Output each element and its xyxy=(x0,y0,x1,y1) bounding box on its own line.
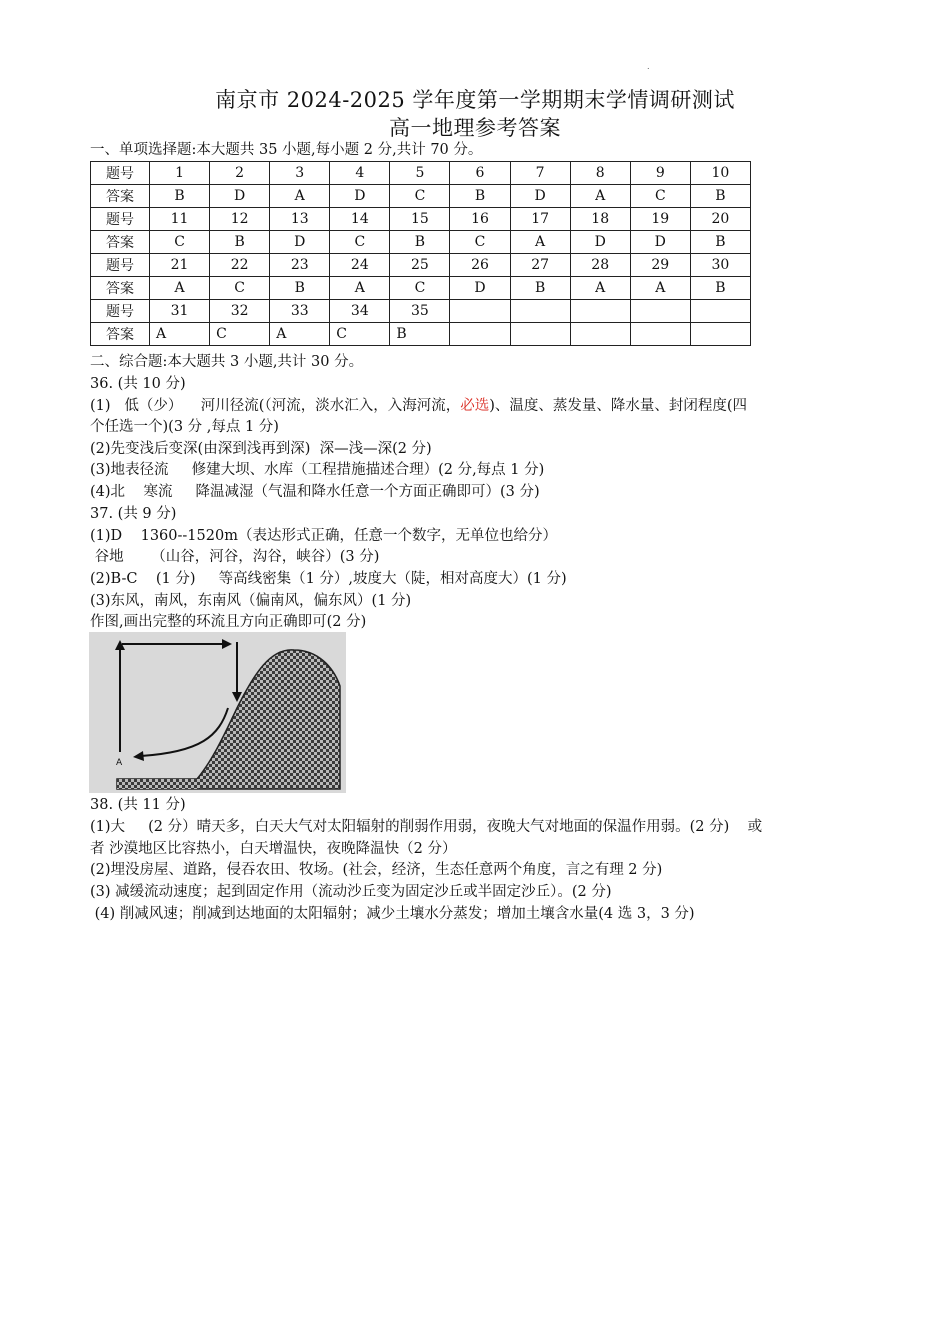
answer-cell: A xyxy=(510,231,570,254)
question-number-cell: 35 xyxy=(390,300,450,323)
section2-heading: 二、综合题:本大题共 3 小题,共计 30 分。 xyxy=(90,354,364,370)
answer-cell: A xyxy=(570,277,630,300)
question-number-cell: 2 xyxy=(210,162,270,185)
q37-part2: (2)B-C (1 分) 等高线密集（1 分）,坡度大（陡，相对高度大）(1 分) xyxy=(90,571,567,587)
q37-part3: (3)东风，南风，东南风（偏南风，偏东风）(1 分) xyxy=(90,593,412,609)
q36-part1-cont: 个任选一个)(3 分 ,每点 1 分) xyxy=(90,419,279,435)
question-number-cell: 4 xyxy=(330,162,390,185)
answer-cell: C xyxy=(390,185,450,208)
question-number-cell: 27 xyxy=(510,254,570,277)
question-number-cell: 6 xyxy=(450,162,510,185)
answer-cell: D xyxy=(510,185,570,208)
question-number-cell: 32 xyxy=(210,300,270,323)
answer-cell: B xyxy=(510,277,570,300)
answer-cell: D xyxy=(630,231,690,254)
answer-cell: C xyxy=(390,277,450,300)
answer-row-label: 答案 xyxy=(91,185,150,208)
answer-cell: D xyxy=(210,185,270,208)
answer-cell xyxy=(690,323,750,346)
answer-cell: A xyxy=(270,185,330,208)
question-number-cell: 20 xyxy=(690,208,750,231)
answer-row xyxy=(91,323,751,346)
question-number-cell: 21 xyxy=(150,254,210,277)
answer-cell: B xyxy=(390,323,450,346)
question-number-cell: 30 xyxy=(690,254,750,277)
question-number-cell: 26 xyxy=(450,254,510,277)
answer-cell: B xyxy=(690,185,750,208)
question-row xyxy=(91,254,751,277)
answer-cell: A xyxy=(150,277,210,300)
q37-part1: (1)D 1360--1520m（表达形式正确，任意一个数字，无单位也给分） xyxy=(90,528,557,544)
answer-row xyxy=(91,231,751,254)
question-row-label: 题号 xyxy=(91,254,150,277)
answer-cell: D xyxy=(570,231,630,254)
document-subtitle: 高一地理参考答案 xyxy=(389,116,561,140)
question-number-cell xyxy=(450,300,510,323)
question-number-cell: 13 xyxy=(270,208,330,231)
answer-cell: A xyxy=(630,277,690,300)
answer-cell: C xyxy=(210,323,270,346)
question-number-cell: 1 xyxy=(150,162,210,185)
answer-cell xyxy=(510,323,570,346)
answer-cell: A xyxy=(570,185,630,208)
question-number-cell: 31 xyxy=(150,300,210,323)
question-number-cell: 19 xyxy=(630,208,690,231)
answer-cell: B xyxy=(390,231,450,254)
answer-row xyxy=(91,185,751,208)
q36-part1-text-b: )、温度、蒸发量、降水量、封闭程度(四 xyxy=(489,398,748,414)
question-number-cell: 10 xyxy=(690,162,750,185)
question-number-cell: 5 xyxy=(390,162,450,185)
answer-cell: C xyxy=(330,323,390,346)
q38-title: 38. (共 11 分) xyxy=(90,797,186,813)
answer-cell: B xyxy=(690,277,750,300)
q36-part1 xyxy=(90,396,747,416)
question-number-cell: 17 xyxy=(510,208,570,231)
answer-cell: D xyxy=(330,185,390,208)
q38-part1-cont: 者 沙漠地区比容热小，白天增温快，夜晚降温快（2 分） xyxy=(90,841,457,857)
question-number-cell xyxy=(510,300,570,323)
q38-part2: (2)埋没房屋、道路，侵吞农田、牧场。(社会，经济，生态任意两个角度，言之有理 2 分) xyxy=(90,862,663,878)
question-number-cell: 23 xyxy=(270,254,330,277)
answer-cell: B xyxy=(450,185,510,208)
question-number-cell: 9 xyxy=(630,162,690,185)
question-number-cell: 29 xyxy=(630,254,690,277)
q36-part1-text-a: (1) 低（少） 河川径流(（河流，淡水汇入，入海河流， xyxy=(90,398,461,414)
answer-cell: B xyxy=(150,185,210,208)
answer-cell: A xyxy=(270,323,330,346)
question-number-cell xyxy=(690,300,750,323)
question-number-cell: 22 xyxy=(210,254,270,277)
q37-drawing-note: 作图,画出完整的环流且方向正确即可(2 分) xyxy=(90,614,367,630)
valley-floor xyxy=(117,779,199,789)
section1-heading: 一、单项选择题:本大题共 35 小题,每小题 2 分,共计 70 分。 xyxy=(90,142,483,158)
answer-cell: D xyxy=(270,231,330,254)
answer-row-label: 答案 xyxy=(91,231,150,254)
document-title: 南京市 2024-2025 学年度第一学期期末学情调研测试 xyxy=(215,88,735,112)
question-number-cell: 24 xyxy=(330,254,390,277)
question-row-label: 题号 xyxy=(91,208,150,231)
answer-cell: C xyxy=(150,231,210,254)
question-number-cell: 15 xyxy=(390,208,450,231)
question-number-cell: 7 xyxy=(510,162,570,185)
question-number-cell: 25 xyxy=(390,254,450,277)
answer-cell: C xyxy=(330,231,390,254)
question-row xyxy=(91,300,751,323)
q36-part3: (3)地表径流 修建大坝、水库（工程措施描述合理）(2 分,每点 1 分) xyxy=(90,462,545,478)
question-number-cell: 28 xyxy=(570,254,630,277)
answer-row xyxy=(91,277,751,300)
answer-cell: C xyxy=(630,185,690,208)
q37-part1-cont: 谷地 （山谷，河谷，沟谷，峡谷）(3 分) xyxy=(90,549,380,565)
question-number-cell: 34 xyxy=(330,300,390,323)
question-number-cell xyxy=(570,300,630,323)
question-number-cell: 14 xyxy=(330,208,390,231)
answer-cell: C xyxy=(210,277,270,300)
question-number-cell: 12 xyxy=(210,208,270,231)
scan-dot: . xyxy=(647,62,650,71)
answer-table xyxy=(90,161,751,346)
answer-row-label: 答案 xyxy=(91,323,150,346)
question-row xyxy=(91,162,751,185)
q36-required-mark: 必选 xyxy=(460,398,490,414)
question-number-cell xyxy=(630,300,690,323)
q36-part2: (2)先变浅后变深(由深到浅再到深) 深—浅—深(2 分) xyxy=(90,441,432,457)
answer-cell: C xyxy=(450,231,510,254)
question-row xyxy=(91,208,751,231)
question-row-label: 题号 xyxy=(91,162,150,185)
question-number-cell: 11 xyxy=(150,208,210,231)
question-number-cell: 33 xyxy=(270,300,330,323)
answer-row-label: 答案 xyxy=(91,277,150,300)
q38-part4: (4) 削减风速；削减到达地面的太阳辐射；减少土壤水分蒸发；增加土壤含水量(4 选 3，3 分) xyxy=(90,906,695,922)
answer-cell xyxy=(630,323,690,346)
q36-title: 36. (共 10 分) xyxy=(90,376,186,392)
q36-part4: (4)北 寒流 降温减湿（气温和降水任意一个方面正确即可）(3 分) xyxy=(90,484,540,500)
question-number-cell: 16 xyxy=(450,208,510,231)
question-row-label: 题号 xyxy=(91,300,150,323)
answer-cell: B xyxy=(210,231,270,254)
answer-cell: A xyxy=(150,323,210,346)
q38-part1: (1)大 (2 分）晴天多，白天大气对太阳辐射的削弱作用弱，夜晚大气对地面的保温作用弱。(2 分) 或 xyxy=(90,819,763,835)
answer-cell xyxy=(450,323,510,346)
question-number-cell: 18 xyxy=(570,208,630,231)
answer-cell: A xyxy=(330,277,390,300)
question-number-cell: 8 xyxy=(570,162,630,185)
point-a-label: A xyxy=(116,758,123,768)
answer-cell: B xyxy=(270,277,330,300)
answer-cell xyxy=(570,323,630,346)
q38-part3: (3) 减缓流动速度；起到固定作用（流动沙丘变为固定沙丘或半固定沙丘）。(2 分) xyxy=(90,884,612,900)
answer-cell: B xyxy=(690,231,750,254)
valley-circulation-diagram xyxy=(89,632,346,793)
question-number-cell: 3 xyxy=(270,162,330,185)
answer-cell: D xyxy=(450,277,510,300)
q37-title: 37. (共 9 分) xyxy=(90,506,177,522)
